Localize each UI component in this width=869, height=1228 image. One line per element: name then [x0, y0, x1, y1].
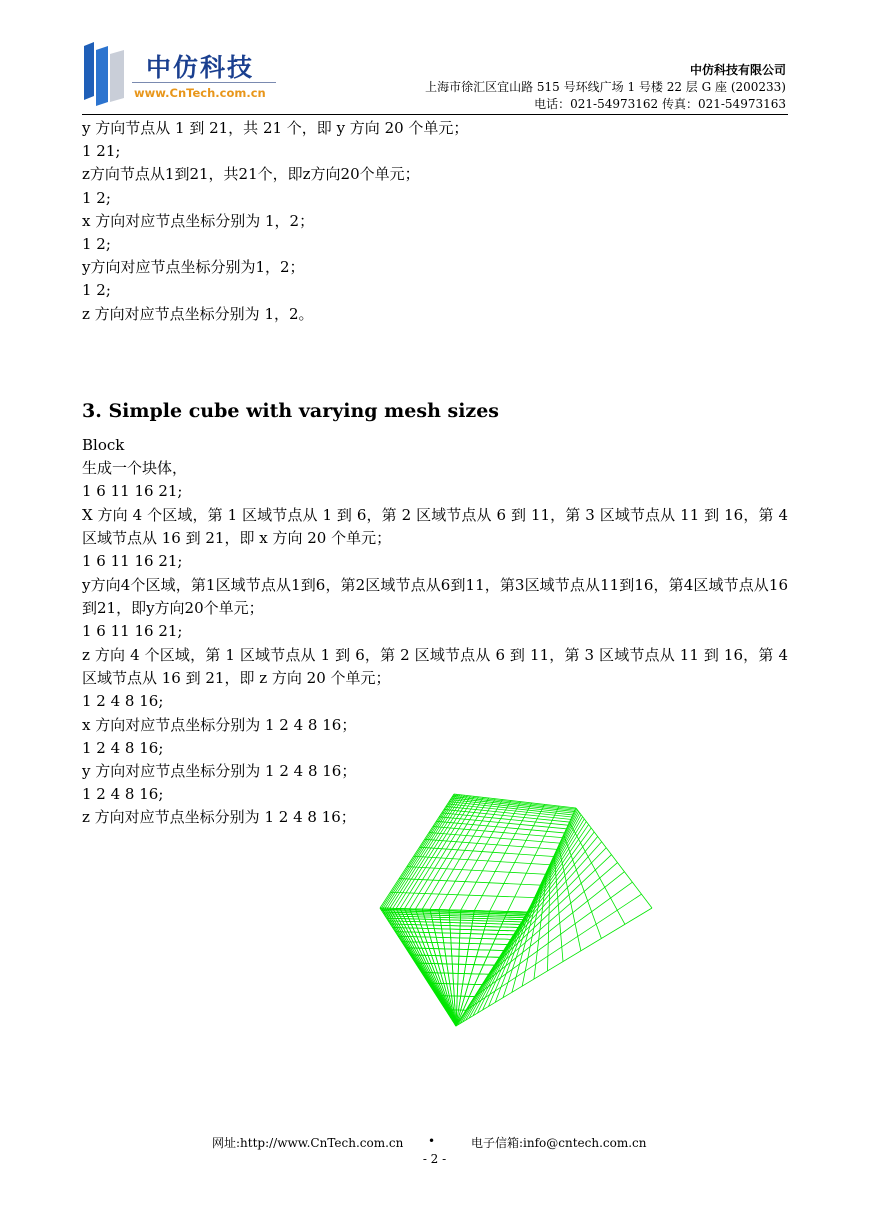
text-line: x 方向对应节点坐标分别为 1 2 4 8 16；: [82, 715, 357, 734]
text-line: y 方向对应节点坐标分别为 1 2 4 8 16；: [82, 762, 357, 781]
text-line: 1 2 4 8 16;: [82, 785, 164, 804]
text-paragraph: z 方向 4 个区域，第 1 区域节点从 1 到 6，第 2 区域节点从 6 到 11，第 3 区域节点从 11 到 16，第 4 区域节点从 16 到 21，即 z 方向 20 个单元；: [82, 645, 788, 688]
text-line: z 方向对应节点坐标分别为 1，2。: [82, 304, 314, 323]
logo-divider: [132, 82, 276, 83]
logo-chinese-name: 中仿科技: [146, 53, 255, 82]
text-line: z方向节点从1到21，共21个，即z方向20个单元；: [82, 165, 420, 184]
text-line: 1 2 4 8 16;: [82, 738, 164, 757]
text-line: 1 6 11 16 21;: [82, 622, 183, 641]
company-logo: [80, 40, 280, 108]
text-line: 1 2;: [82, 281, 111, 300]
text-line: 1 21;: [82, 142, 121, 161]
text-line: 生成一个块体，: [82, 459, 188, 478]
text-line: 1 2;: [82, 188, 111, 207]
text-line: 1 6 11 16 21;: [82, 482, 183, 501]
footer-website: 网址:http://www.CnTech.com.cn: [212, 1136, 404, 1150]
text-paragraph: X 方向 4 个区域，第 1 区域节点从 1 到 6，第 2 区域节点从 6 到 11，第 3 区域节点从 11 到 16，第 4 区域节点从 16 到 21，即 x 方向 20 个单元；: [82, 505, 788, 548]
cube-mesh-figure: [376, 790, 656, 1030]
mesh-face: [380, 794, 576, 912]
company-address: 上海市徐汇区宜山路 515 号环线广场 1 号楼 22 层 G 座 (200233): [425, 80, 786, 94]
text-line: y方向对应节点坐标分别为1，2；: [82, 258, 305, 277]
footer-email: 电子信箱:info@cntech.com.cn: [471, 1136, 647, 1150]
text-line: 1 2;: [82, 235, 111, 254]
text-line: x 方向对应节点坐标分别为 1，2；: [82, 211, 315, 230]
text-line: 1 2 4 8 16;: [82, 692, 164, 711]
page-number: - 2 -: [422, 1152, 447, 1166]
logo-mark-icon: [80, 40, 128, 106]
text-line: y 方向节点从 1 到 21，共 21 个，即 y 方向 20 个单元；: [82, 119, 469, 137]
mesh-face: [456, 808, 652, 1026]
text-line: 1 6 11 16 21;: [82, 552, 183, 571]
mesh-face: [380, 908, 528, 1026]
text-line: z 方向对应节点坐标分别为 1 2 4 8 16；: [82, 808, 356, 827]
section-heading: 3. Simple cube with varying mesh sizes: [82, 400, 499, 422]
section-1-text: [82, 117, 788, 326]
company-name: 中仿科技有限公司: [689, 63, 786, 77]
text-paragraph: y方向4个区域，第1区域节点从1到6，第2区域节点从6到11，第3区域节点从11到16，第4区域节点从16到21，即y方向20个单元；: [82, 575, 788, 618]
header-divider: [82, 114, 788, 115]
company-contact: 电话：021-54973162 传真：021-54973163: [534, 97, 786, 111]
logo-url: www.CnTech.com.cn: [134, 86, 266, 100]
text-line: Block: [82, 436, 125, 454]
section-3-text: [82, 434, 788, 830]
footer-separator: •: [428, 1134, 436, 1148]
